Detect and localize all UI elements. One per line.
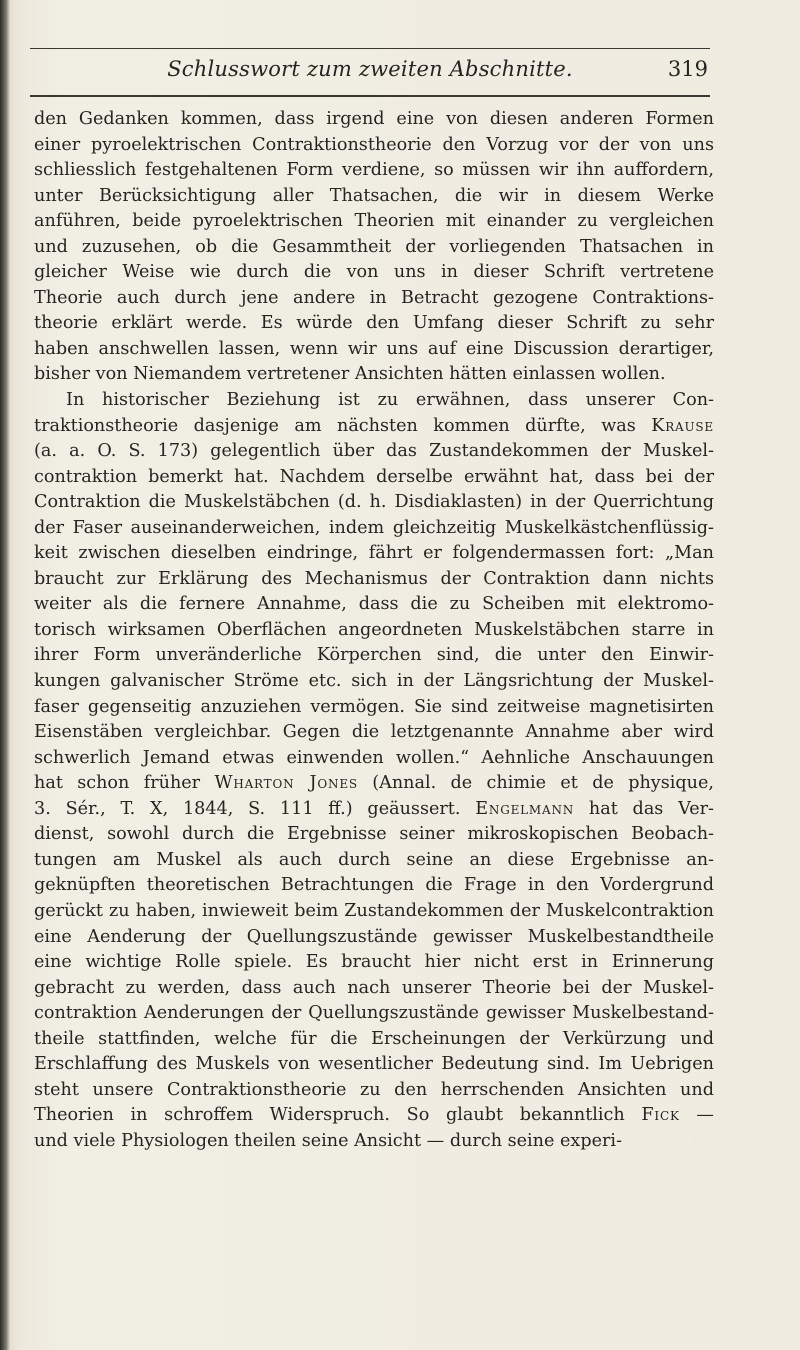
text-line: eine Aenderung der Quellungszustände gewisser Muskelbestandtheile	[34, 926, 714, 947]
body-text	[34, 107, 714, 1154]
text-line: anführen, beide pyroelektrischen Theorien mit einander zu vergleichen	[34, 211, 714, 232]
text-line: gleicher Weise wie durch die von uns in dieser Schrift vertretene	[34, 262, 714, 283]
text-line: Contraktion die Muskelstäbchen (d. h. Disdiaklasten) in der Querrichtung	[34, 492, 714, 513]
text-line: faser gegenseitig anzuziehen vermögen. Sie sind zeitweise magnetisirten	[34, 696, 714, 717]
text-line: Erschlaffung des Muskels von wesentlicher Bedeutung sind. Im Uebrigen	[34, 1054, 714, 1075]
text-line: In historischer Beziehung ist zu erwähnen, dass unserer Con-	[66, 390, 714, 411]
page-number: 319	[667, 57, 708, 81]
text-line: weiter als die fernere Annahme, dass die zu Scheiben mit elektromo-	[34, 594, 714, 615]
text-line: theile stattfinden, welche für die Erscheinungen der Verkürzung und	[34, 1028, 714, 1049]
author-name: Engelmann	[475, 798, 575, 819]
text-line: traktionstheorie dasjenige am nächsten kommen dürfte, was Krause	[34, 415, 714, 436]
text-line: unter Berücksichtigung aller Thatsachen, die wir in diesem Werke	[34, 185, 714, 206]
header-rule-top	[30, 48, 710, 49]
text-line: Eisenstäben vergleichbar. Gegen die letztgenannte Annahme aber wird	[34, 722, 714, 743]
text-line: steht unsere Contraktionstheorie zu den herrschenden Ansichten und	[34, 1079, 714, 1100]
text-line: 3. Sér., T. X, 1844, S. 111 ff.) geäussert. Engelmann hat das Ver-	[34, 798, 714, 819]
text-line: gebracht zu werden, dass auch nach unserer Theorie bei der Muskel-	[34, 977, 714, 998]
text-line: schliesslich festgehaltenen Form verdiene, so müssen wir ihn auffordern,	[34, 160, 714, 181]
text-line: bisher von Niemandem vertretener Ansichten hätten einlassen wollen.	[34, 364, 666, 385]
text-line: kungen galvanischer Ströme etc. sich in der Längsrichtung der Muskel-	[34, 671, 714, 692]
text-line: schwerlich Jemand etwas einwenden wollen.“ Aehnliche Anschauungen	[34, 747, 714, 768]
running-header	[30, 48, 710, 88]
text-line: der Faser auseinanderweichen, indem gleichzeitig Muskelkästchenflüssig-	[34, 517, 714, 538]
text-line: den Gedanken kommen, dass irgend eine von diesen anderen Formen	[34, 109, 714, 129]
text-line: gerückt zu haben, inwieweit beim Zustandekommen der Muskelcontraktion	[34, 900, 714, 921]
text-line: contraktion Aenderungen der Quellungszustände gewisser Muskelbestand-	[34, 1003, 714, 1024]
text-line: contraktion bemerkt hat. Nachdem derselbe erwähnt hat, dass bei der	[34, 466, 714, 487]
text-line: eine wichtige Rolle spiele. Es braucht hier nicht erst in Erinnerung	[34, 952, 714, 973]
paragraph	[34, 388, 714, 1154]
text-line: geknüpften theoretischen Betrachtungen die Frage in den Vordergrund	[34, 875, 714, 896]
running-title: Schlusswort zum zweiten Abschnitte.	[167, 57, 573, 81]
text-line: tungen am Muskel als auch durch seine an diese Ergebnisse an-	[34, 849, 714, 870]
author-name: Wharton Jones	[214, 773, 358, 794]
text-line: hat schon früher Wharton Jones (Annal. de chimie et de physique,	[34, 773, 714, 794]
text-line: ihrer Form unveränderliche Körperchen sind, die unter den Einwir-	[34, 645, 714, 666]
paragraph	[34, 107, 714, 388]
text-line: einer pyroelektrischen Contraktionstheorie den Vorzug vor der von uns	[34, 134, 714, 155]
text-line: und viele Physiologen theilen seine Ansicht — durch seine experi-	[34, 1130, 623, 1151]
text-line: (a. a. O. S. 173) gelegentlich über das Zustandekommen der Muskel-	[34, 441, 714, 462]
text-line: und zuzusehen, ob die Gesammtheit der vorliegenden Thatsachen in	[34, 236, 714, 257]
text-line: theorie erklärt werde. Es würde den Umfang dieser Schrift zu sehr	[34, 313, 714, 334]
text-line: braucht zur Erklärung des Mechanismus der Contraktion dann nichts	[34, 568, 714, 589]
text-line: Theorie auch durch jene andere in Betracht gezogene Contraktions-	[34, 287, 714, 308]
text-line: haben anschwellen lassen, wenn wir uns auf eine Discussion derartiger,	[34, 338, 714, 359]
header-rule-bottom	[30, 95, 710, 97]
text-line: Theorien in schroffem Widerspruch. So glaubt bekanntlich Fick —	[34, 1105, 715, 1126]
author-name: Fick	[641, 1105, 680, 1126]
text-line: keit zwischen dieselben eindringe, fährt er folgendermassen fort: „Man	[34, 543, 714, 564]
text-line: torisch wirksamen Oberflächen angeordneten Muskelstäbchen starre in	[34, 619, 714, 640]
text-line: dienst, sowohl durch die Ergebnisse seiner mikroskopischen Beobach-	[34, 824, 714, 845]
author-name: Krause	[651, 415, 714, 436]
page-binding-edge	[0, 0, 10, 1350]
